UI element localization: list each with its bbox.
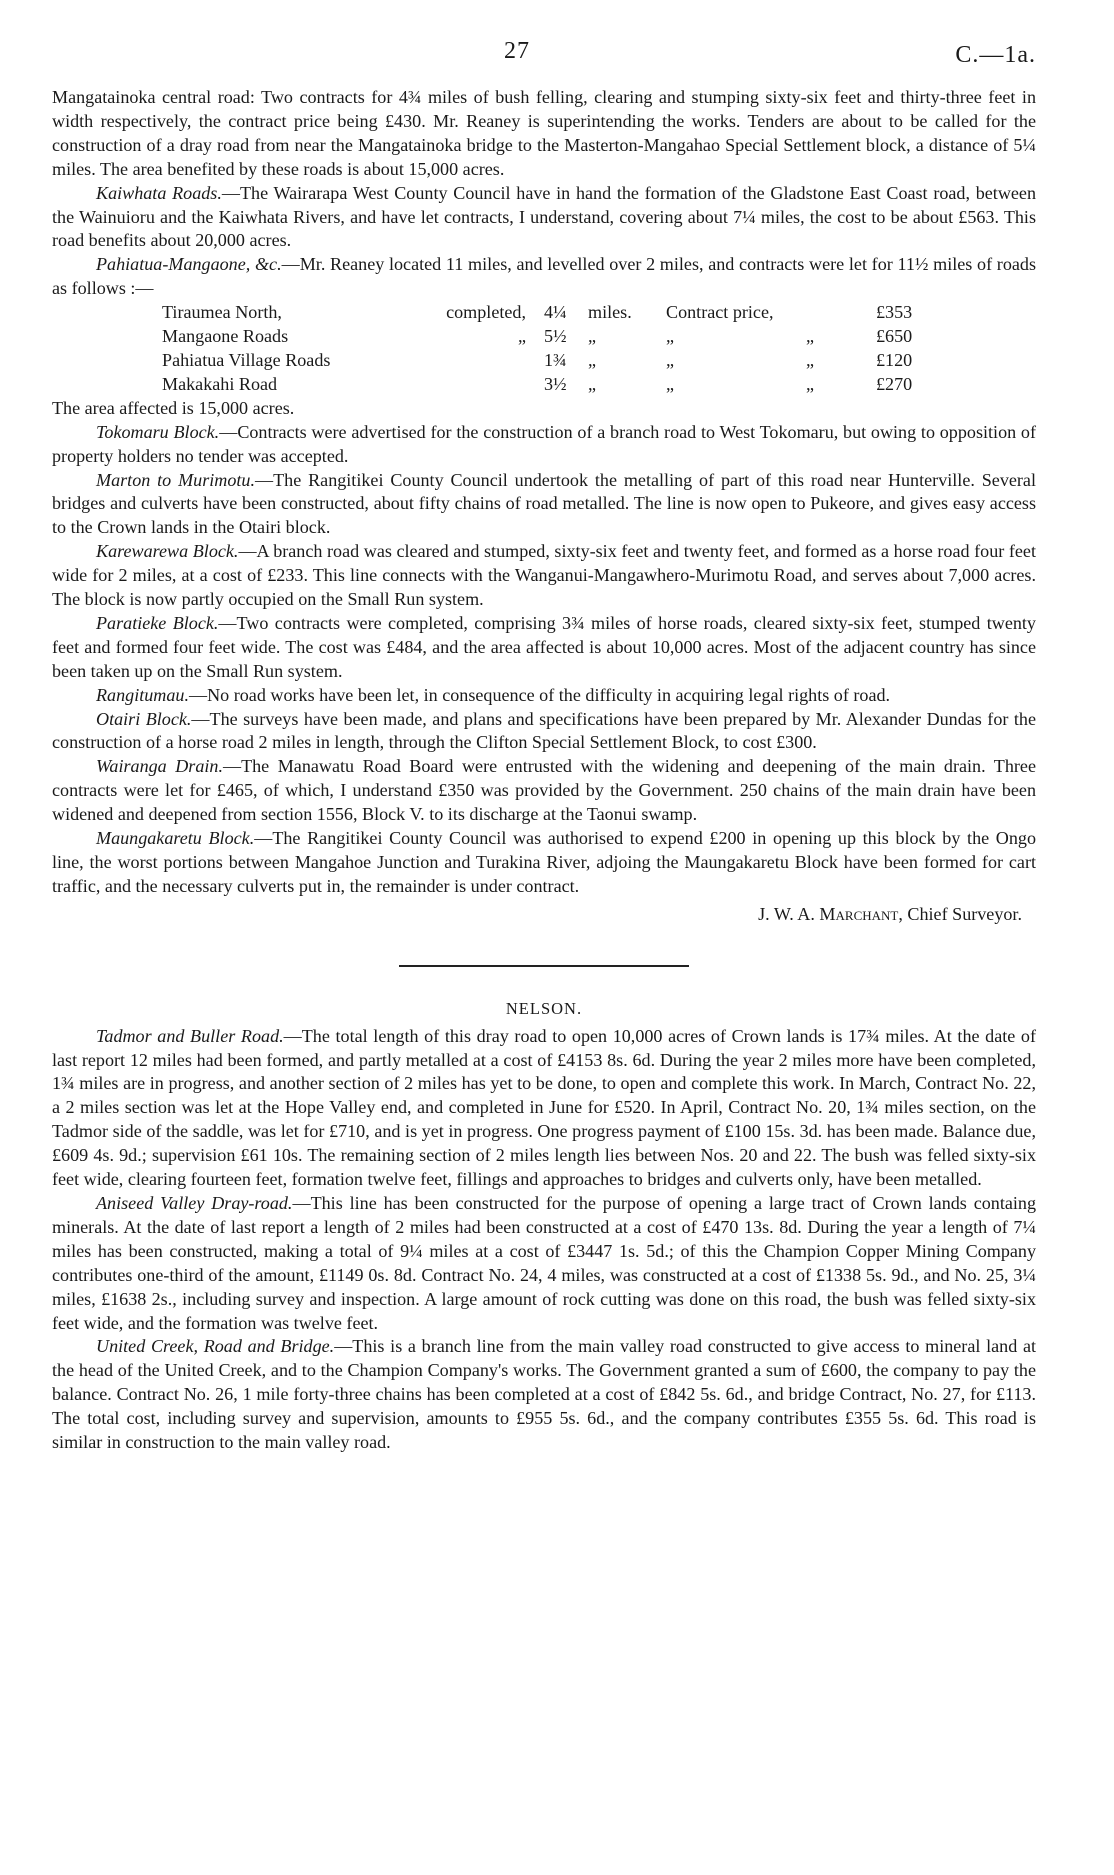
paragraph-heading: United Creek, Road and Bridge. (96, 1336, 335, 1357)
signature-name: J. W. A. Marchant, (758, 903, 903, 924)
paragraph-text: —The total length of this dray road to open 10,000 acres of Crown lands is 17¾ miles. At the date of last report 12 miles had been formed, and partly metalled at a cost of £4153 8s. 6d. During the year 2 miles more have been completed, 1¾ miles are in progress, and another section of 2 miles has yet to be done, to open and complete this work. In March, Contract No. 22, a 2 miles section was let at the Hope Valley end, and completed in June for £520. In April, Contract No. 20, 1¾ miles section, on the Tadmor side of the saddle, was let for £710, and is yet in progress. One progress payment of £100 15s. 3d. has been made. Balance due, £609 4s. 9d.; supervision £61 10s. The remaining section of 2 miles length lies between Nos. 20 and 22. The bush was felled sixty-six feet wide, clearing fourteen feet, formation twelve feet, fillings and approaches to bridges and culverts only, have been metalled. (52, 1025, 1036, 1190)
page-header (52, 28, 1036, 86)
paragraph-text: —A branch road was cleared and stumped, sixty-six feet and twenty feet, and formed as a horse road four feet wide for 2 miles, at a cost of £233. This line connects with the Wanganui-Mangawhero-Murimotu Road, and serves about 7,000 acres. The block is now partly occupied on the Small Run system. (52, 541, 1036, 610)
paragraph-heading: Kaiwhata Roads. (96, 182, 222, 203)
section-title: NELSON. (505, 998, 583, 1018)
paragraph (52, 708, 1036, 756)
paragraph (52, 827, 1036, 899)
table-cell: Tiraumea North, (162, 302, 282, 323)
table-cell: £353 (876, 302, 913, 323)
paragraph (52, 1335, 1036, 1455)
paragraph (52, 612, 1036, 684)
table-cell: 4¼ (544, 302, 567, 323)
table-cell: 3½ (544, 373, 567, 394)
paragraph-text: —The Manawatu Road Board were entrusted with the widening and deepening of the main drain. Three contracts were let for £465, of which, I understand £350 was provided by the Government. 250 chains of the main drain have been widened and deepened from section 1556, Block V. to its discharge at the Taonui swamp. (52, 756, 1036, 825)
paragraph (52, 182, 1036, 254)
paragraph-text: Mangatainoka central road: Two contracts for 4¾ miles of bush felling, clearing and stumping sixty-six feet and thirty-three feet in width respectively, the contract price being £430. Mr. Reaney is superintending the works. Tenders are about to be called for the construction of a dray road from near the Mangatainoka bridge to the Masterton-Mangahao Special Settlement block, a distance of 5¼ miles. The area benefited by these roads is about 15,000 acres. (52, 87, 1036, 179)
table-cell: „ (666, 373, 675, 394)
paragraph (52, 1192, 1036, 1335)
paragraph-text: —The Rangitikei County Council was authorised to expend £200 in opening up this block by the Ongo line, the worst portions between Mangahoe Junction and Turakina River, adjoing the Maungakaretu Block have been formed for cart traffic, and the necessary culverts put in, the remainder is under contract. (52, 828, 1036, 896)
paragraph-heading: Tadmor and Buller Road. (96, 1025, 284, 1046)
table-cell: £120 (876, 349, 913, 370)
paragraph-text: —This is a branch line from the main valley road constructed to give access to mineral land at the head of the United Creek, and to the Champion Company's works. The Government granted a sum of £600, the company to pay the balance. Contract No. 26, 1 mile forty-three chains has been completed at a cost of £842 5s. 6d., and bridge Contract, No. 27, for £113. The total cost, including survey and supervision, amounts to £955 5s. 6d., and the company contributes £355 5s. 6d. This road is similar in construction to the main valley road. (52, 1336, 1036, 1453)
paragraph (52, 86, 1036, 182)
paragraph-heading: Otairi Block. (96, 708, 192, 729)
paragraph-heading: Karewarewa Block. (96, 541, 239, 562)
paragraph (52, 1025, 1036, 1192)
paragraph-heading: Pahiatua-Mangaone, &c. (96, 254, 282, 275)
table-row (162, 325, 956, 349)
table-row (162, 301, 956, 325)
paragraph (52, 253, 1036, 301)
table-cell: „ (588, 373, 597, 394)
paragraph-text: —Contracts were advertised for the construction of a branch road to West Tokomaru, but owing to opposition of property holders no tender was accepted. (52, 421, 1037, 466)
table-cell: completed, (446, 302, 526, 323)
paragraph-text: —Two contracts were completed, comprising 3¾ miles of horse roads, cleared sixty-six feet, stumped twenty feet and formed four feet wide. The cost was £484, and the area affected is about 10,000 acres. Most of the adjacent country has since been taken up on the Small Run system. (52, 612, 1036, 681)
paragraph-text: —The surveys have been made, and plans and specifications have been prepared by Mr. Alexander Dundas for the construction of a horse road 2 miles in length, through the Clifton Special Settlement Block, to cost £300. (52, 708, 1036, 753)
paragraph-text: —No road works have been let, in consequence of the difficulty in acquiring legal rights of road. (188, 684, 891, 705)
paragraph-heading: Aniseed Valley Dray-road. (96, 1192, 293, 1213)
signature-title: Chief Surveyor. (907, 903, 1022, 924)
paragraph (52, 684, 1036, 708)
paragraph-text: —Mr. Reaney located 11 miles, and levelled over 2 miles, and contracts were let for 11½ miles of roads as follows :— (52, 254, 1036, 299)
table-cell: „ (806, 373, 815, 394)
table-cell: „ (517, 326, 526, 347)
paragraph-heading: Paratieke Block. (96, 612, 219, 633)
paragraph-text: —The Wairarapa West County Council have in hand the formation of the Gladstone East Coast road, between the Wainuioru and the Kaiwhata Rivers, and have let contracts, I understand, covering about 7¼ miles, the cost to be about £563. This road benefits about 20,000 acres. (52, 182, 1036, 251)
paragraph-heading: Marton to Murimotu. (96, 469, 255, 490)
section-divider (399, 965, 689, 967)
table-cell: „ (588, 326, 597, 347)
paragraph-heading: Maungakaretu Block. (96, 828, 255, 849)
table-cell: „ (806, 349, 815, 370)
paragraph-heading: Rangitumau. (96, 684, 189, 705)
table-cell: „ (666, 349, 675, 370)
table-cell: Pahiatua Village Roads (162, 349, 331, 370)
table-cell (398, 373, 544, 397)
table-cell: Makakahi Road (162, 373, 278, 394)
table-cell (398, 349, 544, 373)
table-cell: 5½ (544, 326, 567, 347)
table-cell: 1¾ (544, 349, 567, 370)
paragraph-heading: Wairanga Drain. (96, 756, 223, 777)
table-cell: Mangaone Roads (162, 326, 289, 347)
page-number: 27 (504, 38, 530, 64)
document-body (52, 86, 1036, 1455)
paragraph-text: —The Rangitikei County Council undertook the metalling of part of this road near Hunterville. Several bridges and culverts have been constructed, about fifty chains of road metalled. The line is now open to Pukeore, and gives easy access to the Crown lands in the Otairi block. (52, 469, 1036, 538)
area-line: The area affected is 15,000 acres. (52, 397, 295, 418)
table-cell: miles. (588, 302, 632, 323)
table-row (162, 349, 956, 373)
contracts-table (162, 301, 956, 397)
table-cell: £650 (876, 326, 913, 347)
paragraph (52, 469, 1036, 541)
document-reference: C.—1a. (955, 42, 1036, 68)
paragraph (52, 755, 1036, 827)
table-cell: „ (666, 326, 675, 347)
paragraph (52, 540, 1036, 612)
table-cell (806, 301, 876, 325)
paragraph-heading: Tokomaru Block. (96, 421, 220, 442)
table-cell: „ (588, 349, 597, 370)
signature (52, 903, 1036, 927)
paragraph-text: —This line has been constructed for the purpose of opening a large tract of Crown lands containg minerals. At the date of last report a length of 2 miles had been constructed at a cost of £470 13s. 8d. During the year a length of 7¼ miles has been constructed, making a total of 9¼ miles at a cost of £3447 1s. 5d.; of this the Champion Copper Mining Company contributes one-third of the amount, £1149 0s. 8d. Contract No. 24, 4 miles, was constructed at a cost of £1338 5s. 9d., and No. 25, 3¼ miles, £1638 2s., including survey and inspection. A large amount of rock cutting was done on this road, the bush was felled sixty-six feet wide, and the formation was twelve feet. (52, 1192, 1037, 1333)
table-cell: „ (806, 326, 815, 347)
table-row (162, 373, 956, 397)
table-cell: £270 (876, 373, 913, 394)
table-cell: Contract price, (666, 302, 774, 323)
paragraph (52, 421, 1036, 469)
